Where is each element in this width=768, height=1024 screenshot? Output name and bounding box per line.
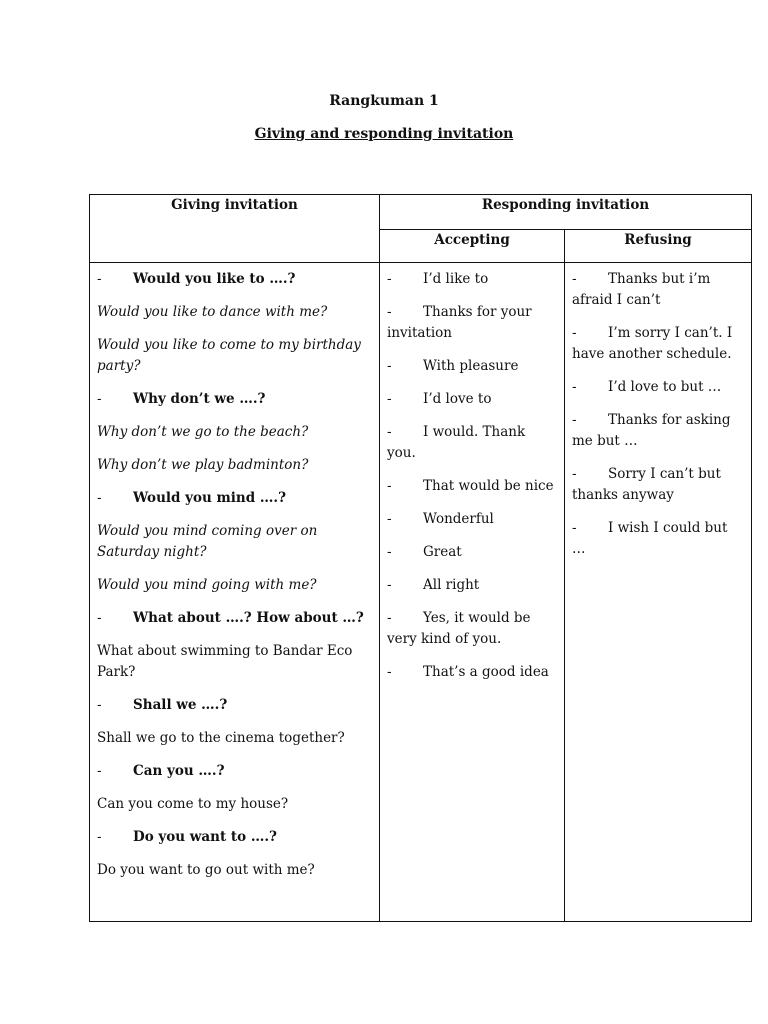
refusing-item bbox=[572, 323, 745, 365]
phrase-header-text: Shall we ….? bbox=[133, 697, 228, 713]
accepting-item-text: Wonderful bbox=[423, 511, 494, 527]
accepting-item bbox=[387, 509, 558, 530]
accepting-header: Accepting bbox=[380, 230, 565, 263]
responding-invitation-header: Responding invitation bbox=[380, 195, 752, 230]
accepting-item-text: All right bbox=[423, 577, 480, 593]
bullet-dash: - bbox=[97, 490, 102, 506]
refusing-item bbox=[572, 269, 745, 311]
accepting-item-text: I would. Thank you. bbox=[387, 424, 526, 461]
example-sentence bbox=[97, 521, 373, 563]
phrase-header-text: Why don’t we ….? bbox=[133, 391, 266, 407]
accepting-item-text: Thanks for your invitation bbox=[387, 304, 532, 341]
bullet-dash: - bbox=[387, 424, 392, 440]
refusing-column bbox=[565, 263, 752, 922]
refusing-item-text: I wish I could but … bbox=[572, 520, 728, 557]
accepting-item-text: Yes, it would be very kind of you. bbox=[387, 610, 531, 647]
example-text: Why don’t we play badminton? bbox=[97, 457, 309, 473]
accepting-item bbox=[387, 389, 558, 410]
phrase-header bbox=[97, 827, 373, 848]
refusing-item bbox=[572, 518, 745, 560]
refusing-item bbox=[572, 377, 745, 398]
bullet-dash: - bbox=[97, 829, 102, 845]
phrase-header bbox=[97, 695, 373, 716]
example-text: Would you like to dance with me? bbox=[97, 304, 328, 320]
example-text: Do you want to go out with me? bbox=[97, 862, 315, 878]
bullet-dash: - bbox=[387, 544, 392, 560]
accepting-item bbox=[387, 302, 558, 344]
phrase-header bbox=[97, 389, 373, 410]
phrase-header-text: What about ….? How about …? bbox=[133, 610, 364, 626]
bullet-dash: - bbox=[572, 520, 577, 536]
bullet-dash: - bbox=[97, 391, 102, 407]
page-subtitle bbox=[0, 126, 768, 142]
phrase-header bbox=[97, 608, 373, 629]
accepting-item-text: That would be nice bbox=[423, 478, 554, 494]
example-sentence bbox=[97, 422, 373, 443]
phrase-header-text: Do you want to ….? bbox=[133, 829, 277, 845]
bullet-dash: - bbox=[387, 391, 392, 407]
accepting-item bbox=[387, 356, 558, 377]
accepting-item bbox=[387, 476, 558, 497]
bullet-dash: - bbox=[97, 697, 102, 713]
example-text: What about swimming to Bandar Eco Park? bbox=[97, 643, 353, 680]
bullet-dash: - bbox=[97, 763, 102, 779]
giving-column bbox=[90, 263, 380, 922]
phrase-header-text: Would you like to ….? bbox=[133, 271, 296, 287]
refusing-item-text: I’d love to but … bbox=[608, 379, 722, 395]
bullet-dash: - bbox=[572, 325, 577, 341]
accepting-item bbox=[387, 542, 558, 563]
example-sentence bbox=[97, 575, 373, 596]
accepting-item bbox=[387, 662, 558, 683]
invitation-table bbox=[89, 194, 752, 922]
accepting-column bbox=[380, 263, 565, 922]
refusing-header: Refusing bbox=[565, 230, 752, 263]
example-sentence bbox=[97, 794, 373, 815]
phrase-header bbox=[97, 761, 373, 782]
example-sentence bbox=[97, 335, 373, 377]
example-text: Why don’t we go to the beach? bbox=[97, 424, 309, 440]
example-text: Can you come to my house? bbox=[97, 796, 289, 812]
example-sentence bbox=[97, 302, 373, 323]
refusing-item-text: Sorry I can’t but thanks anyway bbox=[572, 466, 721, 503]
accepting-item bbox=[387, 575, 558, 596]
phrase-header-text: Would you mind ….? bbox=[133, 490, 286, 506]
phrase-header bbox=[97, 488, 373, 509]
bullet-dash: - bbox=[387, 478, 392, 494]
example-sentence bbox=[97, 641, 373, 683]
example-sentence bbox=[97, 455, 373, 476]
bullet-dash: - bbox=[572, 379, 577, 395]
bullet-dash: - bbox=[97, 271, 102, 287]
example-text: Would you mind coming over on Saturday night? bbox=[97, 523, 318, 560]
example-sentence bbox=[97, 728, 373, 749]
bullet-dash: - bbox=[387, 271, 392, 287]
accepting-item-text: With pleasure bbox=[423, 358, 519, 374]
accepting-item bbox=[387, 608, 558, 650]
accepting-item-text: I’d love to bbox=[423, 391, 492, 407]
refusing-item-text: I’m sorry I can’t. I have another schedule. bbox=[572, 325, 733, 362]
subtitle-text: Giving and responding invitation bbox=[254, 126, 514, 142]
accepting-item-text: Great bbox=[423, 544, 462, 560]
phrase-header bbox=[97, 269, 373, 290]
phrase-header-text: Can you ….? bbox=[133, 763, 225, 779]
bullet-dash: - bbox=[387, 577, 392, 593]
example-text: Shall we go to the cinema together? bbox=[97, 730, 345, 746]
bullet-dash: - bbox=[572, 412, 577, 428]
example-sentence bbox=[97, 860, 373, 881]
bullet-dash: - bbox=[572, 271, 577, 287]
refusing-item-text: Thanks but i’m afraid I can’t bbox=[572, 271, 711, 308]
accepting-item-text: That’s a good idea bbox=[423, 664, 549, 680]
bullet-dash: - bbox=[387, 610, 392, 626]
accepting-item bbox=[387, 269, 558, 290]
bullet-dash: - bbox=[387, 358, 392, 374]
example-text: Would you mind going with me? bbox=[97, 577, 317, 593]
accepting-item bbox=[387, 422, 558, 464]
refusing-item bbox=[572, 410, 745, 452]
example-text: Would you like to come to my birthday party? bbox=[97, 337, 361, 374]
bullet-dash: - bbox=[387, 664, 392, 680]
accepting-item-text: I’d like to bbox=[423, 271, 489, 287]
bullet-dash: - bbox=[387, 304, 392, 320]
bullet-dash: - bbox=[97, 610, 102, 626]
bullet-dash: - bbox=[387, 511, 392, 527]
refusing-item-text: Thanks for asking me but … bbox=[572, 412, 731, 449]
page-title: Rangkuman 1 bbox=[329, 93, 439, 109]
bullet-dash: - bbox=[572, 466, 577, 482]
giving-invitation-header: Giving invitation bbox=[90, 195, 380, 263]
refusing-item bbox=[572, 464, 745, 506]
